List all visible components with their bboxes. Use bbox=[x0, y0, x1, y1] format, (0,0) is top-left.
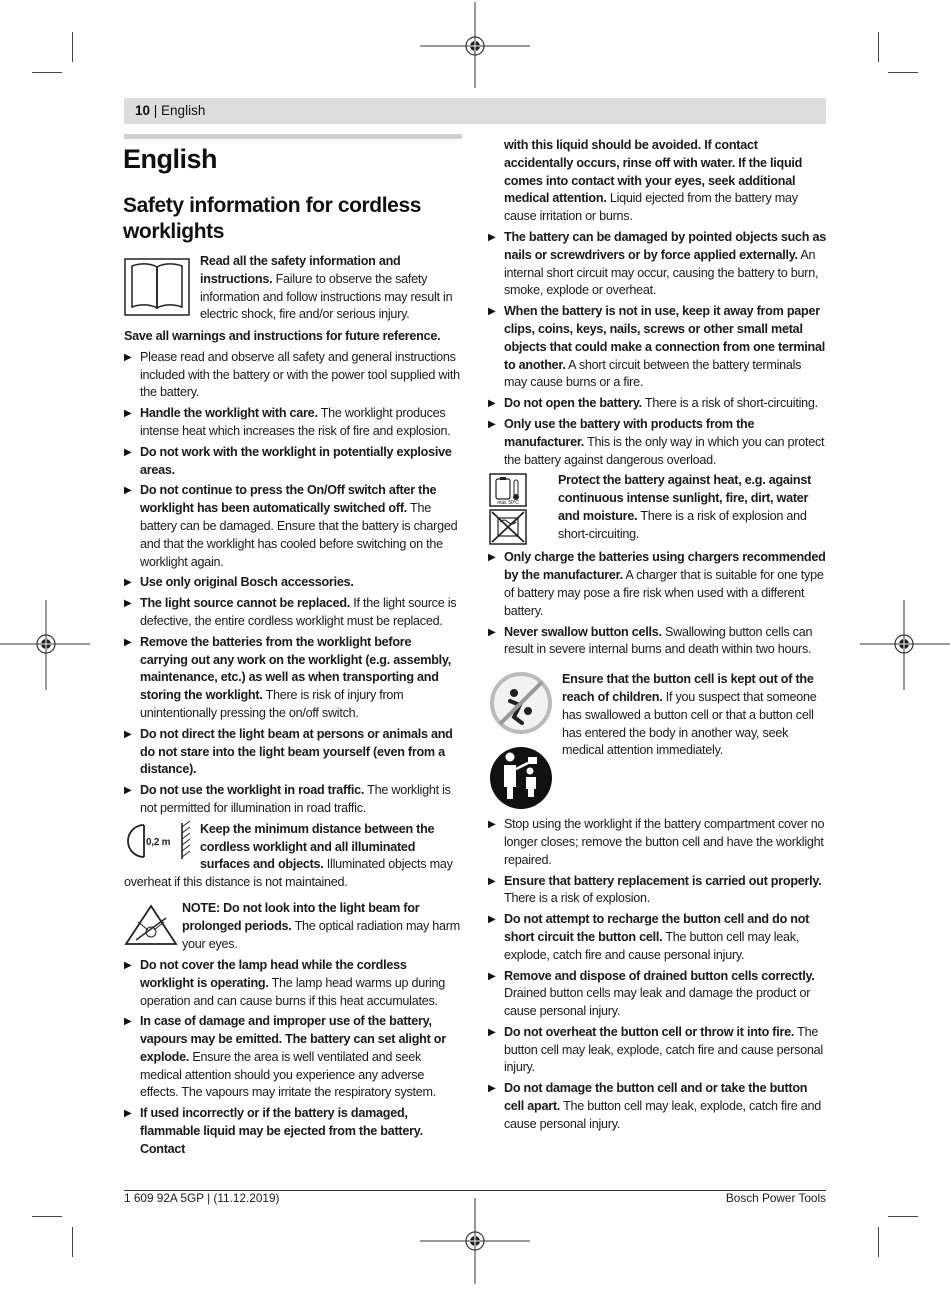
list-item: ▶ Do not use the worklight in road traffic. The worklight is not permitted for illumination in road traffic. bbox=[124, 783, 451, 815]
read-manual-text: Read all the safety information and instructions. Failure to observe the safety information and follow instructions may result in electric shock, fire and/or serious injury. bbox=[200, 254, 453, 322]
list-item: ▶ Only use the battery with products from the manufacturer. This is the only way in which you can protect the battery against dangerous overload. bbox=[488, 416, 825, 467]
header-section: English bbox=[161, 103, 206, 118]
list-item: ▶ Do not open the battery. There is a risk of short-circuiting. bbox=[488, 396, 818, 411]
list-item: ▶ Do not direct the light beam at persons or animals and do not stare into the light beam yourself (even from a distance). bbox=[124, 726, 453, 777]
read-manual-block bbox=[124, 253, 462, 325]
list-item: ▶ Stop using the worklight if the battery compartment cover no longer closes; remove the button cell and have the worklight repaired. bbox=[488, 817, 825, 867]
list-item: ▶ Do not overheat the button cell or throw it into fire. The button cell may leak, explode, catch fire and cause personal injury. bbox=[488, 1024, 823, 1075]
open-book-icon bbox=[124, 255, 190, 317]
do-not-stare-warning-icon bbox=[124, 904, 178, 946]
left-column bbox=[124, 253, 462, 1162]
registration-mark-top bbox=[420, 2, 530, 88]
children-text: Ensure that the button cell is kept out of the reach of children. If you suspect that someone has swallowed a button cell or that a button cell has entered the body in another way, seek medical attention immediately. bbox=[562, 672, 817, 758]
list-item: ▶ Do not continue to press the On/Off switch after the worklight has been automatically switched off. The battery can be damaged. Ensure that the battery is charged and that the worklight has cooled before switching on the worklight again. bbox=[124, 483, 458, 569]
note-block bbox=[124, 900, 462, 954]
children-block bbox=[488, 671, 826, 813]
list-item: ▶ Do not cover the lamp head while the cordless worklight is operating. The lamp head warms up during operation and can cause burns if this heat accumulates. bbox=[124, 957, 445, 1008]
list-item: ▶ When the battery is not in use, keep it away from paper clips, coins, keys, nails, screws or other small metal objects that could make a connection from one terminal to another. A short circuit between the battery terminals may cause burns or a fire. bbox=[488, 304, 825, 390]
section-title: Safety information for cordless worklights bbox=[123, 194, 421, 243]
list-item: ▶ Handle the worklight with care. The worklight produces intense heat which increases the risk of fire and explosion. bbox=[124, 406, 451, 438]
page-header: 10 | English bbox=[135, 103, 206, 118]
registration-mark-bottom bbox=[420, 1198, 530, 1284]
crop-mark bbox=[888, 72, 918, 73]
crop-mark bbox=[72, 32, 73, 62]
battery-heat-text: Protect the battery against heat, e.g. against continuous intense sunlight, fire, dirt, water and moisture. There is a risk of explosion and short-circuiting. bbox=[558, 473, 812, 541]
list-item: ▶ The battery can be damaged by pointed objects such as nails or screwdrivers or by force applied externally. An internal short circuit may occur, causing the battery to burn, smoke, explode or overheat. bbox=[488, 229, 826, 298]
footer-doc-number: 1 609 92A 5GP | (11.12.2019) bbox=[124, 1191, 280, 1205]
list-item: ▶ Do not work with the worklight in potentially explosive areas. bbox=[124, 444, 452, 477]
list-item: ▶ Use only original Bosch accessories. bbox=[124, 575, 354, 590]
crop-mark bbox=[32, 72, 62, 73]
list-item: ▶ Remove the batteries from the worklight before carrying out any work on the worklight (e.g. assembly, maintenance, etc.) as well as when transporting and storing the worklight. There is risk of injury from unintentionally pressing the on/off switch. bbox=[124, 634, 451, 720]
crop-mark bbox=[878, 1227, 879, 1257]
list-item: ▶ Please read and observe all safety and general instructions included with the battery or with the power tool supplied with the battery. bbox=[124, 349, 460, 400]
distance-block: 0,2 m Keep the minimum distance between the cordless worklight and all illuminated surfaces and objects. Illuminated objects may overheat if this distance is not maintained. bbox=[124, 821, 453, 890]
list-item: ▶ Ensure that battery replacement is carried out properly. There is a risk of explosion. bbox=[488, 873, 822, 906]
left-bullet-list bbox=[124, 349, 462, 818]
minimum-distance-icon bbox=[124, 821, 194, 861]
registration-mark-right bbox=[860, 600, 950, 690]
list-item: ▶ Only charge the batteries using chargers recommended by the manufacturer. A charger that is suitable for one type of battery may pose a fire risk when used with a different battery. bbox=[488, 550, 826, 618]
distance-icon-label: 0,2 m bbox=[146, 836, 171, 848]
page-number: 10 bbox=[135, 103, 151, 118]
list-item: ▶ In case of damage and improper use of the battery, vapours may be emitted. The battery can set alight or explode. Ensure the area is well ventilated and seek medical attention should you experience any adverse effects. The vapours may irritate the respiratory system. bbox=[124, 1014, 446, 1100]
list-item: ▶ Never swallow button cells. Swallowing button cells can result in severe internal burns and death within two hours. bbox=[488, 624, 813, 657]
title-rule bbox=[124, 134, 462, 139]
keep-away-from-children-icon bbox=[488, 671, 554, 811]
crop-mark bbox=[888, 1216, 918, 1217]
list-item: ▶ Remove and dispose of drained button cells correctly. Drained button cells may leak and damage the product or cause personal injury. bbox=[488, 968, 815, 1019]
right-column bbox=[488, 137, 826, 1137]
crop-mark bbox=[878, 32, 879, 62]
registration-mark-left bbox=[0, 600, 90, 690]
heat-icon-label: max. 50°C bbox=[497, 500, 519, 507]
list-item: ▶ Do not damage the button cell and or take the button cell apart. The button cell may leak, explode, catch fire and cause personal injury. bbox=[488, 1081, 822, 1131]
crop-mark bbox=[32, 1216, 62, 1217]
crop-mark bbox=[72, 1227, 73, 1257]
left-bullet-list-2 bbox=[124, 957, 462, 1159]
list-item: ▶ Do not attempt to recharge the button cell and do not short circuit the button cell. The button cell may leak, explode, catch fire and cause personal injury. bbox=[488, 912, 810, 962]
page-title: English bbox=[123, 144, 218, 174]
right-bullet-list-3 bbox=[488, 816, 826, 1134]
continuation-text: with this liquid should be avoided. If contact accidentally occurs, rinse off with water. If the liquid comes into contact with your eyes, seek additional medical attention. Liquid ejected from the battery may cause irritation or burns. bbox=[504, 138, 803, 224]
battery-heat-block bbox=[488, 472, 826, 546]
page-header-bar bbox=[124, 98, 826, 124]
right-bullet-list bbox=[488, 229, 826, 469]
list-item: ▶ If used incorrectly or if the battery is damaged, flammable liquid may be ejected from the battery. Contact bbox=[124, 1106, 423, 1156]
right-bullet-list-2 bbox=[488, 549, 826, 659]
list-item: ▶ The light source cannot be replaced. If the light source is defective, the entire cordless worklight must be replaced. bbox=[124, 596, 457, 628]
note-text: NOTE: Do not look into the light beam for prolonged periods. The optical radiation may harm your eyes. bbox=[182, 900, 460, 951]
battery-heat-water-icon bbox=[488, 472, 528, 546]
footer-brand: Bosch Power Tools bbox=[725, 1191, 826, 1205]
save-warnings-text: Save all warnings and instructions for future reference. bbox=[124, 329, 441, 343]
